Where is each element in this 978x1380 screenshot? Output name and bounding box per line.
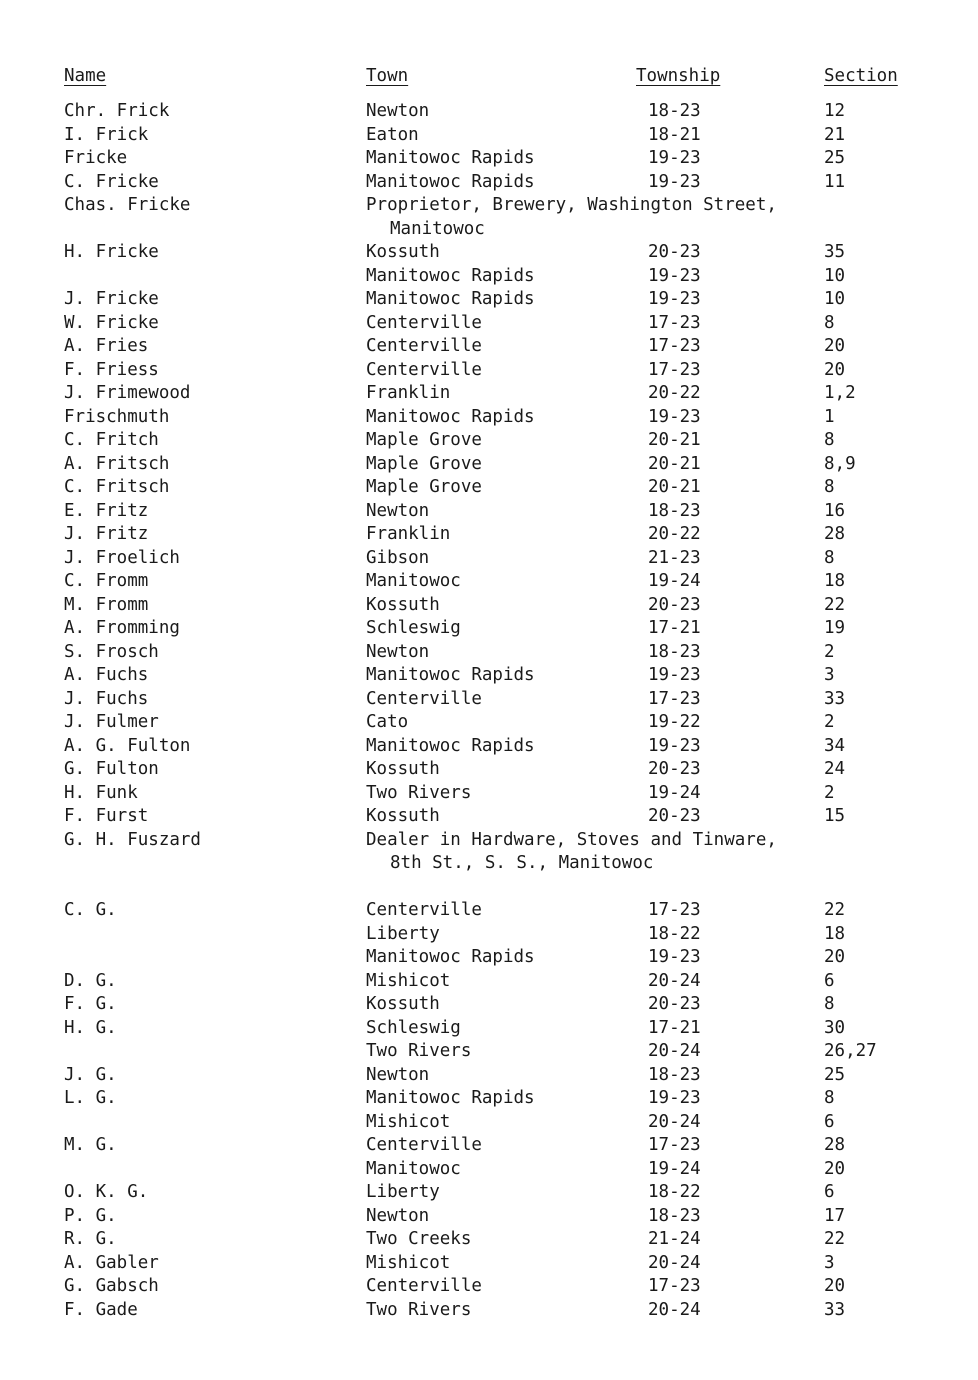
- table-row: [0, 735, 978, 759]
- table-row: [0, 171, 978, 195]
- table-row: [0, 782, 978, 806]
- row-note-line: 8th St., S. S., Manitowoc: [390, 853, 654, 873]
- row-note-line: Proprietor, Brewery, Washington Street,: [366, 195, 777, 215]
- row-name: W. Fricke: [64, 312, 159, 333]
- row-town: Centerville: [366, 688, 482, 709]
- table-row: [0, 993, 978, 1017]
- row-town: Newton: [366, 641, 430, 662]
- row-town: Cato: [366, 712, 409, 732]
- row-section: 6: [824, 970, 835, 991]
- row-town: Kossuth: [366, 759, 440, 779]
- table-row: [0, 265, 978, 289]
- row-name: F. Friess: [64, 359, 159, 380]
- table-row: [0, 429, 978, 453]
- table-row: [0, 124, 978, 148]
- row-name: C. Fritsch: [64, 477, 170, 497]
- table-row: [0, 1134, 978, 1158]
- row-name: R. G.: [64, 1229, 117, 1249]
- row-town: Liberty: [366, 923, 440, 944]
- row-name: L. G.: [64, 1088, 117, 1108]
- table-row: [0, 570, 978, 594]
- table-row: [0, 829, 978, 900]
- row-name: J. G.: [64, 1064, 117, 1085]
- row-section: 16: [824, 500, 846, 521]
- row-section: 12: [824, 101, 846, 121]
- table-row: [0, 688, 978, 712]
- row-name: J. Froelich: [64, 547, 180, 568]
- row-name: F. Furst: [64, 806, 149, 826]
- row-town: Maple Grove: [366, 477, 482, 497]
- row-town: Centerville: [366, 312, 482, 333]
- row-township: 20-24: [648, 970, 701, 991]
- row-township: 18-21: [648, 124, 701, 145]
- table-row: [0, 1087, 978, 1111]
- row-township: 20-21: [648, 430, 701, 450]
- row-town: Maple Grove: [366, 453, 482, 474]
- row-section: 2: [824, 712, 835, 732]
- row-name: A. Fromming: [64, 618, 180, 638]
- row-township: 17-21: [648, 618, 701, 638]
- row-name: M. Fromm: [64, 594, 149, 615]
- row-section: 34: [824, 735, 846, 756]
- row-section: 2: [824, 782, 835, 803]
- row-township: 20-24: [648, 1252, 701, 1273]
- row-section: 15: [824, 806, 846, 826]
- table-row: [0, 500, 978, 524]
- header-name: Name: [64, 66, 107, 86]
- row-section: 21: [824, 124, 846, 145]
- row-name: G. H. Fuszard: [64, 829, 201, 850]
- row-section: 18: [824, 571, 846, 591]
- row-name: I. Frick: [64, 124, 149, 145]
- row-town: Maple Grove: [366, 430, 482, 450]
- row-town: Franklin: [366, 383, 451, 403]
- row-township: 19-23: [648, 289, 701, 309]
- row-town: Two Rivers: [366, 1041, 472, 1061]
- row-town: Manitowoc Rapids: [366, 406, 535, 427]
- row-name: H. Fricke: [64, 242, 159, 262]
- row-name: F. Gade: [64, 1299, 138, 1320]
- row-township: 19-24: [648, 1158, 701, 1179]
- row-name: C. G.: [64, 900, 117, 920]
- table-row: [0, 1158, 978, 1182]
- row-section: 20: [824, 1158, 846, 1179]
- row-name: H. G.: [64, 1017, 117, 1038]
- row-town: Two Rivers: [366, 1299, 472, 1320]
- row-town: Mishicot: [366, 1111, 451, 1132]
- row-section: 33: [824, 1299, 846, 1320]
- row-township: 18-22: [648, 1182, 701, 1202]
- row-township: 19-24: [648, 571, 701, 591]
- table-row: [0, 1111, 978, 1135]
- table-row: [0, 523, 978, 547]
- row-section: 10: [824, 265, 846, 286]
- table-row: [0, 1228, 978, 1252]
- table-row: [0, 312, 978, 336]
- table-row: [0, 970, 978, 994]
- table-row: [0, 805, 978, 829]
- row-town: Schleswig: [366, 1017, 461, 1038]
- row-name: J. Frimewood: [64, 383, 191, 403]
- header-section: Section: [824, 66, 898, 86]
- table-row: [0, 617, 978, 641]
- row-township: 17-23: [648, 900, 701, 920]
- row-town: Manitowoc Rapids: [366, 148, 535, 168]
- row-name: A. Fries: [64, 336, 149, 356]
- row-section: 20: [824, 359, 846, 380]
- row-town: Newton: [366, 101, 430, 121]
- row-township: 20-24: [648, 1041, 701, 1061]
- table-row: [0, 288, 978, 312]
- row-name: Fricke: [64, 148, 128, 168]
- row-name: H. Funk: [64, 782, 138, 803]
- row-town: Mishicot: [366, 970, 451, 991]
- row-section: 28: [824, 524, 846, 544]
- row-town: Manitowoc Rapids: [366, 735, 535, 756]
- row-section: 33: [824, 688, 846, 709]
- row-section: 8: [824, 994, 835, 1014]
- row-township: 19-23: [648, 265, 701, 286]
- row-township: 19-23: [648, 406, 701, 427]
- row-name: C. Fricke: [64, 171, 159, 192]
- table-row: [0, 1040, 978, 1064]
- row-town: Franklin: [366, 524, 451, 544]
- header-township: Township: [636, 66, 721, 86]
- table-row: [0, 946, 978, 970]
- row-name: J. Fulmer: [64, 712, 159, 732]
- row-town: Centerville: [366, 900, 482, 920]
- row-section: 8: [824, 477, 835, 497]
- row-town: Liberty: [366, 1182, 440, 1202]
- row-town: Schleswig: [366, 618, 461, 638]
- row-section: 28: [824, 1135, 846, 1155]
- row-town: Kossuth: [366, 242, 440, 262]
- row-town: Newton: [366, 500, 430, 521]
- table-row: [0, 1275, 978, 1299]
- row-town: Eaton: [366, 124, 419, 145]
- table-row: [0, 100, 978, 124]
- row-township: 18-22: [648, 923, 701, 944]
- row-township: 18-23: [648, 101, 701, 121]
- table-row: [0, 453, 978, 477]
- row-township: 21-23: [648, 547, 701, 568]
- table-row: [0, 758, 978, 782]
- row-township: 17-23: [648, 312, 701, 333]
- table-row: [0, 194, 978, 241]
- row-name: C. Fromm: [64, 571, 149, 591]
- row-town: Manitowoc Rapids: [366, 665, 535, 685]
- table-row: [0, 711, 978, 735]
- row-township: 20-23: [648, 994, 701, 1014]
- row-section: 26,27: [824, 1041, 877, 1061]
- row-township: 20-22: [648, 524, 701, 544]
- row-township: 18-23: [648, 1064, 701, 1085]
- row-section: 22: [824, 594, 846, 615]
- row-name: Frischmuth: [64, 406, 170, 427]
- table-row: [0, 406, 978, 430]
- table-row: [0, 1299, 978, 1323]
- row-section: 19: [824, 618, 846, 638]
- table-row: [0, 664, 978, 688]
- row-note: [366, 829, 777, 876]
- row-section: 8: [824, 312, 835, 333]
- row-township: 20-24: [648, 1299, 701, 1320]
- row-township: 19-23: [648, 665, 701, 685]
- row-name: A. G. Fulton: [64, 735, 191, 756]
- table-header: [0, 66, 978, 92]
- row-town: Kossuth: [366, 806, 440, 826]
- row-section: 10: [824, 289, 846, 309]
- row-town: Kossuth: [366, 594, 440, 615]
- row-town: Newton: [366, 1205, 430, 1226]
- row-section: 6: [824, 1111, 835, 1132]
- row-name: O. K. G.: [64, 1182, 149, 1202]
- row-name: J. Fuchs: [64, 688, 149, 709]
- table-row: [0, 641, 978, 665]
- table-row: [0, 335, 978, 359]
- row-town: Mishicot: [366, 1252, 451, 1273]
- table-row: [0, 241, 978, 265]
- row-township: 20-23: [648, 594, 701, 615]
- row-township: 19-23: [648, 148, 701, 168]
- row-name: P. G.: [64, 1205, 117, 1226]
- row-town: Manitowoc: [366, 1158, 461, 1179]
- row-section: 24: [824, 759, 846, 779]
- row-section: 25: [824, 1064, 846, 1085]
- table-row: [0, 899, 978, 923]
- row-township: 19-23: [648, 1088, 701, 1108]
- table-row: [0, 1017, 978, 1041]
- row-town: Newton: [366, 1064, 430, 1085]
- row-note-line: Manitowoc: [390, 218, 485, 239]
- row-section: 35: [824, 242, 846, 262]
- table-body: [0, 100, 978, 1322]
- row-township: 19-24: [648, 782, 701, 803]
- row-town: Manitowoc Rapids: [366, 947, 535, 967]
- row-town: Manitowoc Rapids: [366, 265, 535, 286]
- row-township: 18-23: [648, 641, 701, 662]
- row-name: C. Fritch: [64, 430, 159, 450]
- row-township: 17-21: [648, 1017, 701, 1038]
- row-section: 8: [824, 1088, 835, 1108]
- row-section: 2: [824, 641, 835, 662]
- row-township: 17-23: [648, 1276, 701, 1296]
- row-township: 20-23: [648, 806, 701, 826]
- row-name: M. G.: [64, 1135, 117, 1155]
- row-name: S. Frosch: [64, 641, 159, 662]
- row-town: Gibson: [366, 547, 430, 568]
- row-name: J. Fritz: [64, 524, 149, 544]
- row-section: 3: [824, 665, 835, 685]
- row-township: 20-21: [648, 453, 701, 474]
- table-row: [0, 547, 978, 571]
- table-row: [0, 594, 978, 618]
- row-township: 20-23: [648, 759, 701, 779]
- row-section: 6: [824, 1182, 835, 1202]
- row-township: 20-22: [648, 383, 701, 403]
- row-name: Chr. Frick: [64, 101, 170, 121]
- row-name: D. G.: [64, 970, 117, 991]
- row-township: 19-23: [648, 947, 701, 967]
- row-township: 19-22: [648, 712, 701, 732]
- row-township: 17-23: [648, 1135, 701, 1155]
- table-row: [0, 476, 978, 500]
- row-name: J. Fricke: [64, 289, 159, 309]
- row-note: [366, 194, 777, 241]
- table-row: [0, 1205, 978, 1229]
- row-township: 19-23: [648, 735, 701, 756]
- row-town: Centerville: [366, 359, 482, 380]
- row-town: Centerville: [366, 336, 482, 356]
- row-section: 17: [824, 1205, 846, 1226]
- row-town: Manitowoc Rapids: [366, 171, 535, 192]
- row-town: Centerville: [366, 1135, 482, 1155]
- row-section: 8,9: [824, 453, 856, 474]
- row-town: Manitowoc Rapids: [366, 289, 535, 309]
- row-section: 8: [824, 547, 835, 568]
- table-row: [0, 382, 978, 406]
- row-name: Chas. Fricke: [64, 195, 191, 215]
- row-section: 11: [824, 171, 846, 192]
- row-section: 25: [824, 148, 846, 168]
- row-town: Two Creeks: [366, 1229, 472, 1249]
- row-name: E. Fritz: [64, 500, 149, 521]
- row-township: 18-23: [648, 1205, 701, 1226]
- row-township: 18-23: [648, 500, 701, 521]
- row-name: A. Gabler: [64, 1252, 159, 1273]
- header-town: Town: [366, 66, 409, 86]
- row-township: 20-23: [648, 242, 701, 262]
- row-section: 20: [824, 336, 846, 356]
- row-section: 30: [824, 1017, 846, 1038]
- row-township: 20-21: [648, 477, 701, 497]
- table-row: [0, 1181, 978, 1205]
- row-section: 1: [824, 406, 835, 427]
- row-township: 20-24: [648, 1111, 701, 1132]
- row-town: Centerville: [366, 1276, 482, 1296]
- row-township: 17-23: [648, 336, 701, 356]
- row-town: Kossuth: [366, 994, 440, 1014]
- row-section: 22: [824, 1229, 846, 1249]
- row-township: 21-24: [648, 1229, 701, 1249]
- table-row: [0, 147, 978, 171]
- row-section: 1,2: [824, 383, 856, 403]
- row-town: Two Rivers: [366, 782, 472, 803]
- table-row: [0, 923, 978, 947]
- row-name: G. Gabsch: [64, 1276, 159, 1296]
- row-note-line: Dealer in Hardware, Stoves and Tinware,: [366, 829, 777, 850]
- row-township: 19-23: [648, 171, 701, 192]
- row-town: Manitowoc Rapids: [366, 1088, 535, 1108]
- row-township: 17-23: [648, 688, 701, 709]
- table-row: [0, 1252, 978, 1276]
- row-name: G. Fulton: [64, 759, 159, 779]
- row-section: 22: [824, 900, 846, 920]
- row-name: A. Fuchs: [64, 665, 149, 685]
- row-name: F. G.: [64, 994, 117, 1014]
- row-section: 3: [824, 1252, 835, 1273]
- row-section: 8: [824, 430, 835, 450]
- row-section: 20: [824, 947, 846, 967]
- table-row: [0, 359, 978, 383]
- row-township: 17-23: [648, 359, 701, 380]
- table-row: [0, 1064, 978, 1088]
- row-section: 18: [824, 923, 846, 944]
- row-town: Manitowoc: [366, 571, 461, 591]
- row-name: A. Fritsch: [64, 453, 170, 474]
- row-section: 20: [824, 1276, 846, 1296]
